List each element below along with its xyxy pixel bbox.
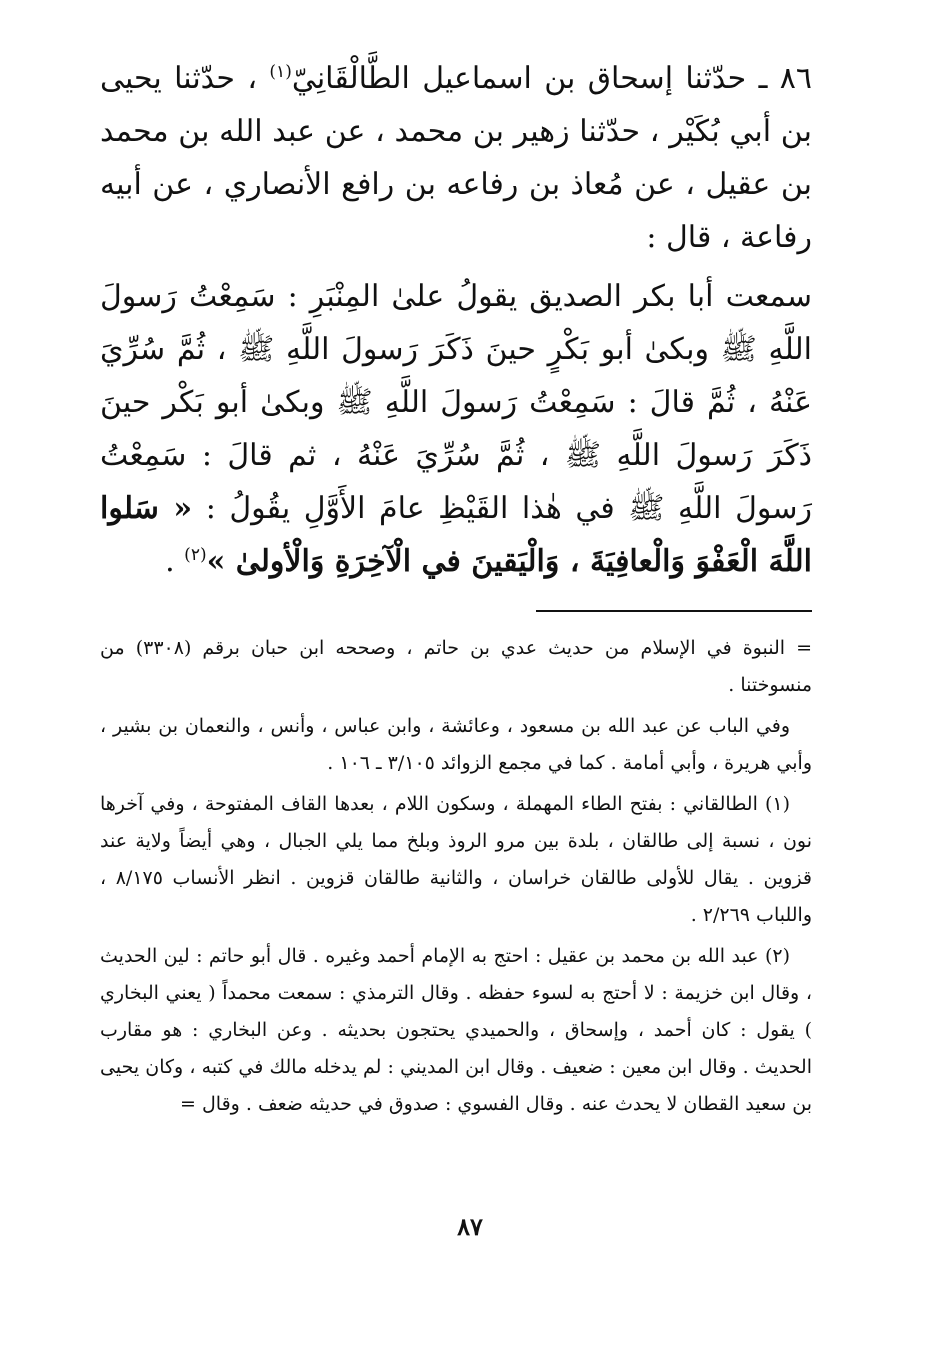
page-body xyxy=(100,52,812,1127)
footnote-2: (٢) عبد الله بن محمد بن عقيل : احتج به الإمام أحمد وغيره . قال أبو حاتم : لين الحديث ، وقال ابن خزيمة : لا أحتج به لسوء حفظه . وقال الترمذي : سمعت محمداً ( يعني البخاري ) يقول : كان أحمد ، وإسحاق ، والحميدي يحتجون بحديثه . وعن البخاري : هو مقارب الحديث . وقال ابن معين : ضعيف . وقال ابن المديني : لم يدخله مالك في كتبه ، وكان يحيى بن سعيد القطان لا يحدث عنه . وقال الفسوي : صدوق في حديثه ضعف . وقال = xyxy=(100,945,812,1115)
footnote-continued: = النبوة في الإسلام من حديث عدي بن حاتم ، وصححه ابن حبان برقم (٣٣٠٨) من منسوختنا . xyxy=(100,637,812,696)
matn-text: سمعت أبا بكر الصديق يقولُ علىٰ المِنْبَرِ : سَمِعْتُ رَسولَ اللَّهِ ﷺ وبكىٰ أبو بَكْرٍ حينَ ذَكَرَ رَسولَ اللَّهِ ﷺ ، ثُمَّ سُرِّيَ عَنْهُ ، ثُمَّ قالَ : سَمِعْتُ رَسولَ اللَّهِ ﷺ وبكىٰ أبو بَكْر حينَ ذَكَرَ رَسولَ اللَّهِ ﷺ ، ثُمَّ سُرِّيَ عَنْهُ ، ثم قالَ : سَمِعْتُ رَسولَ اللَّهِ ﷺ في هٰذا القَيْظِ عامَ الأَوَّلِ يقُولُ : xyxy=(100,279,812,526)
hadith-number: ٨٦ ـ xyxy=(758,61,812,96)
footnote-separator xyxy=(536,610,812,612)
matn-end: . xyxy=(165,544,175,579)
footnote-ref-1[interactable]: (١) xyxy=(269,62,292,82)
footnote-ref-2[interactable]: (٢) xyxy=(184,545,207,565)
page-number: ٨٧ xyxy=(457,1212,483,1241)
prophetic-quote: « سَلوا اللَّهَ الْعَفْوَ وَالْعافِيَةَ ، وَالْيَقينَ في الْآخِرَةِ وَالْأولىٰ » xyxy=(100,491,812,579)
hadith-isnad xyxy=(100,52,812,264)
isnad-part2: ، حدّثنا يحيى بن أبي بُكَيْر ، حدّثنا زهير بن محمد ، عن عبد الله بن محمد بن عقيل ، عن مُعاذ بن رفاعه بن رافع الأنصاري ، عن أبيه رفاعة ، قال : xyxy=(100,61,812,255)
footnote-1: (١) الطالقاني : بفتح الطاء المهملة ، وسكون اللام ، بعدها القاف المفتوحة ، وفي آخرها نون ، نسبة إلى طالقان ، بلدة بين مرو الروذ وبلخ مما يلي الجبال ، وهي أيضاً ولاية عند قزوين . يقال للأولى طالقان خراسان ، والثانية طالقان قزوين . انظر الأنساب ٨/١٧٥ ، واللباب ٢/٢٦٩ . xyxy=(100,793,813,926)
hadith-matn xyxy=(100,270,812,588)
isnad-part1: حدّثنا إسحاق بن اسماعيل الطَّالْقَانِيّ xyxy=(291,61,747,96)
footnote-continued-b: وفي الباب عن عبد الله بن مسعود ، وعائشة ، وابن عباس ، وأنس ، والنعمان بن بشير ، وأبي هريرة ، وأبي أمامة . كما في مجمع الزوائد ٣/١٠٥ ـ ١٠٦ . xyxy=(100,715,812,774)
